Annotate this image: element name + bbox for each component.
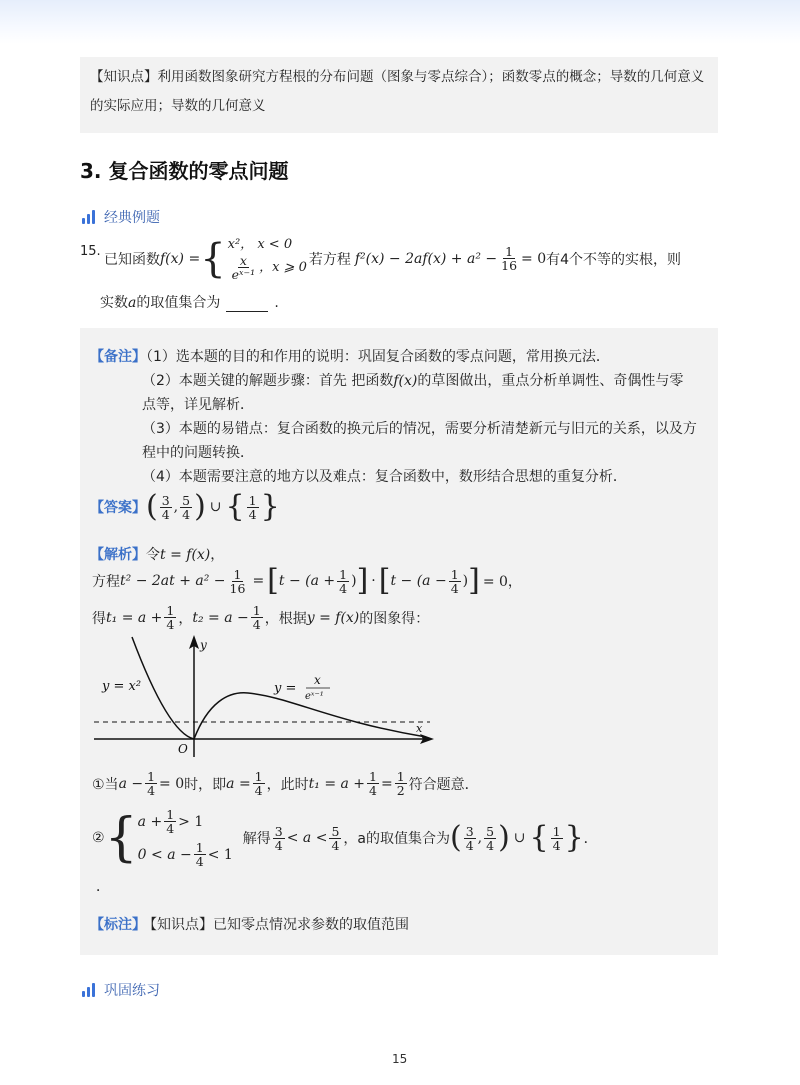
- label-right-den: eˣ⁻¹: [305, 691, 324, 702]
- analysis-label: 【解析】: [90, 547, 146, 563]
- note-line-6: （4）本题需要注意的地方以及难点：复合函数中，数形结合思想的重复分析．: [142, 469, 627, 485]
- case-2-line: ② { a + $\frac{1}{4}$ > 1 0 < a − $\frac{1}{4}$ < 1 解得 $\frac{3}{4}$ < a < $\frac{5}{4}$ ，a的取值集合为 ( $\frac{3}{4}$ , $\frac{5}{4}$ ) ∪ { $\frac{1}{4}$ } ．: [92, 807, 598, 869]
- analysis-line-1: 【解析】令t = f(x)，: [90, 547, 225, 563]
- note-line-5: 程中的问题转换．: [142, 445, 254, 461]
- section-heading: 3. 复合函数的零点问题: [80, 159, 289, 183]
- note-line-1: 【备注】（1）选本题的目的和作用的说明：巩固复合函数的零点问题，常用换元法．: [90, 349, 610, 365]
- case1-cond: x < 0: [257, 237, 293, 252]
- practice-heading: [82, 980, 160, 1000]
- eq-post-math: = 0: [521, 250, 547, 267]
- label-y-x2: y = x²: [102, 679, 142, 694]
- example-heading: [82, 207, 160, 227]
- tag-label: 【标注】: [90, 917, 146, 933]
- analysis-line-3: 得 t₁ = a + $\frac{1}{4}$ ， t₂ = a − $\frac{1}{4}$ ，根据 y = f(x) 的图象得：: [92, 603, 430, 632]
- case-1-line: ①当 a − $\frac{1}{4}$ = 0 时，即 a = $\frac{1}{4}$ ，此时 t₁ = a + $\frac{1}{4}$ = $\frac{1}{2}$ 符合题意．: [92, 769, 479, 798]
- piecewise-cases: [228, 236, 307, 281]
- eq-post: 有4个不等的实根，则: [546, 251, 682, 268]
- label-y-right-pre: y =: [274, 681, 297, 696]
- note-line-2: （2）本题关键的解题步骤：首先 把函数f(x)的草图做出，重点分析单调性、奇偶性与零: [142, 373, 684, 389]
- case-brace: {: [200, 235, 226, 282]
- question-fx: f(x) =: [160, 250, 201, 267]
- case2-frac: $\frac{x}{\text{eˣ⁻¹}}$: [231, 253, 256, 282]
- trailing-dot: ．: [96, 879, 110, 895]
- question-number: 15.: [80, 244, 101, 259]
- page-number: 15: [392, 1052, 408, 1066]
- analysis-line-2: 方程 t² − 2at + a² − $\frac{1}{16}$ = [ t − (a + $\frac{1}{4}$ ) ] · [ t − (a − $\frac{1}{4}$ ) ] = 0，: [92, 563, 522, 598]
- origin-label: O: [178, 742, 188, 756]
- question-line-1: [104, 236, 681, 281]
- case2-cond: ，x ⩾ 0: [259, 260, 307, 275]
- note-label: 【备注】: [90, 349, 146, 365]
- example-heading-label: 经典例题: [104, 210, 160, 226]
- note-line-4: （3）本题的易错点：复合函数的换元后的情况，需要分析清楚新元与旧元的关系，以及方: [142, 421, 697, 437]
- eq-pre: 若方程: [308, 251, 351, 268]
- answer-label: 【答案】: [90, 500, 146, 516]
- case1-expr: x²，: [227, 237, 254, 252]
- axis-label-x: x: [416, 722, 423, 735]
- case-2-system: a + $\frac{1}{4}$ > 1 0 < a − $\frac{1}{4}$ < 1: [137, 807, 233, 869]
- knowledge-point-box: [80, 57, 718, 133]
- question-intro: 已知函数: [104, 251, 160, 268]
- practice-heading-label: 巩固练习: [104, 983, 160, 999]
- knowledge-point-text: 【知识点】利用函数图象研究方程根的分布问题（图象与零点综合）；函数零点的概念；导数的几何意义的实际应用；导数的几何意义: [90, 69, 705, 114]
- axis-label-y: y: [200, 638, 207, 652]
- function-graph: [90, 633, 450, 761]
- eq-math: f²(x) − 2af(x) + a² −: [354, 250, 498, 267]
- curve-x-squared: [132, 637, 194, 739]
- answer-blank: [226, 297, 268, 312]
- header-band: [0, 0, 800, 44]
- eq-frac: $\frac{1}{16}$: [501, 244, 518, 273]
- note-line-3: 点等，详见解析．: [142, 397, 254, 413]
- question-line-2: 实数a的取值集合为 .: [100, 295, 279, 311]
- bar-chart-icon: [82, 983, 95, 997]
- bar-chart-icon: [82, 210, 95, 224]
- label-right-num: x: [314, 673, 321, 687]
- tag-line: 【标注】 【知识点】已知零点情况求参数的取值范围: [90, 917, 409, 933]
- answer-row: 【答案】 ( $\frac{3}{4}$ , $\frac{5}{4}$ ) ∪ { $\frac{1}{4}$ }: [90, 489, 280, 524]
